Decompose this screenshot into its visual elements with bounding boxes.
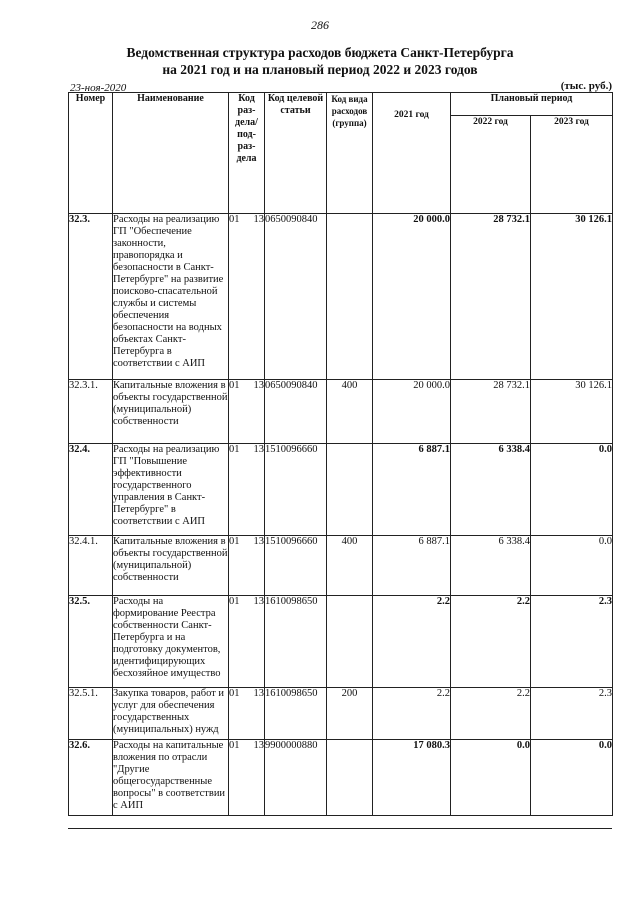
row-value-2023: 0.0 (531, 740, 613, 816)
section-code: 01 (229, 688, 240, 699)
section-code: 01 (229, 536, 240, 547)
subsection-code: 13 (253, 596, 264, 607)
header-2022: 2022 год (451, 116, 531, 214)
header-name: Наименование (113, 93, 229, 214)
section-code: 01 (229, 214, 240, 225)
page-title (0, 44, 640, 78)
row-value-2022: 28 732.1 (451, 380, 531, 444)
document-date: 23-ноя-2020 (70, 82, 127, 94)
section-code: 01 (229, 380, 240, 391)
row-target-code: 1510096660 (265, 536, 327, 596)
row-value-2021: 2.2 (373, 688, 451, 740)
subsection-code: 13 (253, 740, 264, 751)
header-plan: Плановый период (451, 93, 613, 116)
table-row (69, 444, 613, 536)
row-value-2022: 2.2 (451, 688, 531, 740)
row-value-2021: 6 887.1 (373, 536, 451, 596)
table-row (69, 740, 613, 816)
header-target: Код целевой статьи (265, 93, 327, 214)
row-value-2023: 30 126.1 (531, 214, 613, 380)
row-value-2021: 17 080.3 (373, 740, 451, 816)
row-value-2023: 0.0 (531, 444, 613, 536)
row-number: 32.5. (69, 596, 113, 688)
row-name: Расходы на реализацию ГП "Повышение эффективности государственного управления в Санкт-Петербурге" в соответствии с АИП (113, 444, 229, 536)
section-code: 01 (229, 740, 240, 751)
row-kind-code (327, 214, 373, 380)
bottom-rule (68, 828, 612, 829)
header-kind: Код вида расходов (группа) (327, 93, 373, 214)
row-value-2022: 2.2 (451, 596, 531, 688)
row-target-code: 1510096660 (265, 444, 327, 536)
table-row (69, 380, 613, 444)
table-row (69, 596, 613, 688)
section-code: 01 (229, 444, 240, 455)
header-number: Номер (69, 93, 113, 214)
row-target-code: 0650090840 (265, 214, 327, 380)
row-value-2023: 30 126.1 (531, 380, 613, 444)
title-line-2: на 2021 год и на плановый период 2022 и 2023 годов (162, 62, 478, 77)
row-section-code (229, 380, 265, 444)
row-kind-code: 400 (327, 380, 373, 444)
row-kind-code (327, 596, 373, 688)
row-value-2023: 0.0 (531, 536, 613, 596)
row-name: Расходы на капитальные вложения по отрасли "Другие общегосударственные вопросы" в соответствии с АИП (113, 740, 229, 816)
row-target-code: 9900000880 (265, 740, 327, 816)
row-section-code (229, 688, 265, 740)
row-section-code (229, 444, 265, 536)
row-name: Капитальные вложения в объекты государственной (муниципальной) собственности (113, 536, 229, 596)
row-section-code (229, 214, 265, 380)
subsection-code: 13 (253, 536, 264, 547)
row-target-code: 0650090840 (265, 380, 327, 444)
subsection-code: 13 (253, 688, 264, 699)
row-value-2021: 2.2 (373, 596, 451, 688)
row-section-code (229, 596, 265, 688)
table-row (69, 688, 613, 740)
row-number: 32.3.1. (69, 380, 113, 444)
row-value-2022: 0.0 (451, 740, 531, 816)
row-value-2023: 2.3 (531, 596, 613, 688)
row-value-2021: 6 887.1 (373, 444, 451, 536)
row-section-code (229, 536, 265, 596)
row-number: 32.3. (69, 214, 113, 380)
row-number: 32.4.1. (69, 536, 113, 596)
row-kind-code (327, 740, 373, 816)
table-row (69, 214, 613, 380)
row-value-2021: 20 000.0 (373, 214, 451, 380)
row-value-2021: 20 000.0 (373, 380, 451, 444)
row-name: Капитальные вложения в объекты государственной (муниципальной) собственности (113, 380, 229, 444)
row-value-2023: 2.3 (531, 688, 613, 740)
budget-table (68, 92, 613, 816)
header-section: Код раз- дела/ под- раз- дела (229, 93, 265, 214)
page-number: 286 (311, 18, 329, 32)
row-value-2022: 28 732.1 (451, 214, 531, 380)
units-label: (тыс. руб.) (560, 80, 612, 92)
section-code: 01 (229, 596, 240, 607)
row-kind-code: 200 (327, 688, 373, 740)
header-2023: 2023 год (531, 116, 613, 214)
row-value-2022: 6 338.4 (451, 444, 531, 536)
row-number: 32.5.1. (69, 688, 113, 740)
row-name: Расходы на реализацию ГП "Обеспечение законности, правопорядка и безопасности в Санкт-Петербурге" на развитие поисково-спасательной службы и системы обеспечения безопасности на водных объектах Санкт-Петербурга в соответствии с АИП (113, 214, 229, 380)
subsection-code: 13 (253, 214, 264, 225)
title-line-1: Ведомственная структура расходов бюджета Санкт-Петербурга (126, 45, 514, 60)
row-name: Расходы на формирование Реестра собственности Санкт-Петербурга и на подготовку документов, идентифицирующих бесхозяйное имущество (113, 596, 229, 688)
row-target-code: 1610098650 (265, 596, 327, 688)
row-section-code (229, 740, 265, 816)
subsection-code: 13 (253, 380, 264, 391)
table-row (69, 536, 613, 596)
row-number: 32.6. (69, 740, 113, 816)
row-number: 32.4. (69, 444, 113, 536)
header-2021: 2021 год (373, 93, 451, 214)
row-name: Закупка товаров, работ и услуг для обеспечения государственных (муниципальных) нужд (113, 688, 229, 740)
row-kind-code (327, 444, 373, 536)
row-target-code: 1610098650 (265, 688, 327, 740)
row-value-2022: 6 338.4 (451, 536, 531, 596)
subsection-code: 13 (253, 444, 264, 455)
row-kind-code: 400 (327, 536, 373, 596)
